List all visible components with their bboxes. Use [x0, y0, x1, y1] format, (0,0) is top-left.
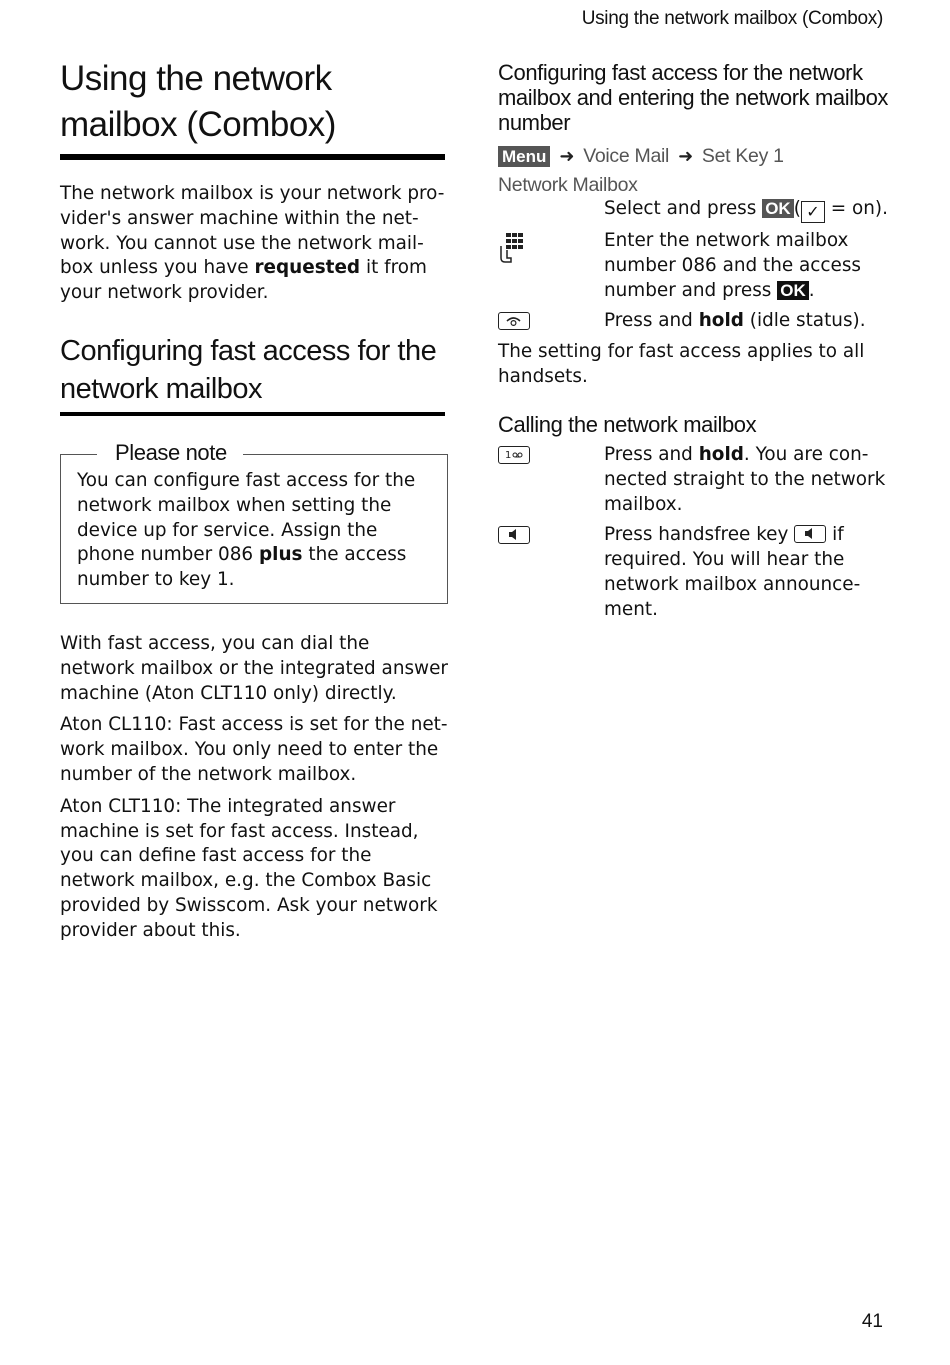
left-column — [60, 56, 448, 944]
menu-item-voice-mail: Voice Mail — [583, 145, 670, 167]
step-enter-number: Enter the network mailbox number 086 and the access number and press OK . — [498, 229, 890, 303]
ok-key: OK — [762, 199, 794, 218]
paragraph-aton-clt110: Aton CLT110: The integrated answer machine is set for fast access. Instead, you can define fast access for the network mailbox, e.g. the Combox Basic provided by Swisscom. Ask your network provider about this. — [60, 795, 438, 941]
running-header: Using the network mailbox (Combox) — [581, 8, 883, 29]
menu-key: Menu — [498, 146, 550, 167]
section-title-configure-number: Configuring fast access for the network mailbox and entering the network mailbox number — [498, 60, 889, 135]
note-box — [60, 439, 448, 604]
step-select: Select and press OK ( ✓ = on). — [604, 198, 888, 221]
setting-note: The setting for fast access applies to all handsets. — [498, 341, 865, 388]
page-number: 41 — [861, 1311, 883, 1332]
end-call-key-icon — [498, 312, 530, 330]
svg-text:1: 1 — [505, 449, 512, 461]
intro-paragraph: The network mailbox is your network pro-vider's answer machine within the net-work. You cannot use the network mail-box unless you have requested it from your network provider. — [60, 183, 445, 304]
menu-path — [498, 145, 890, 168]
page-title: Using the network mailbox (Combox) — [60, 56, 445, 160]
right-column — [498, 60, 890, 623]
menu-item-network-mailbox: Network Mailbox — [498, 174, 638, 196]
menu-item-set-key-1: Set Key 1 — [701, 145, 784, 167]
paragraph-aton-cl110: Aton CL110: Fast access is set for the net-work mailbox. You only need to enter the number of the network mailbox. — [60, 714, 448, 785]
paragraph-fast-access: With fast access, you can dial the network mailbox or the integrated answer machine (Aton CLT110 only) directly. — [60, 632, 448, 704]
checkbox-icon: ✓ — [801, 201, 825, 223]
speaker-key-icon — [794, 525, 826, 543]
step-handsfree: Press handsfree key if required. You will hear the network mailbox announce-ment. — [498, 523, 890, 622]
keypad-icon — [498, 232, 528, 264]
ok-key: OK — [777, 281, 809, 300]
section-title-fast-access: Configuring fast access for the network mailbox — [60, 332, 445, 416]
arrow-right-icon: ➜ — [559, 146, 575, 166]
speaker-key-icon — [498, 526, 530, 544]
note-title: Please note — [97, 440, 243, 466]
section-title-calling: Calling the network mailbox — [498, 411, 757, 437]
key-1-icon — [498, 446, 530, 464]
step-key-1: 1 Press and hold. You are con-nected straight to the network mailbox. — [498, 443, 890, 517]
step-end-call-key: Press and hold (idle status). — [498, 309, 890, 334]
note-text: You can configure fast access for the network mailbox when setting the device up for service. Assign the phone number 086 plus the access number to key 1. — [77, 469, 416, 591]
arrow-right-icon: ➜ — [678, 146, 693, 166]
